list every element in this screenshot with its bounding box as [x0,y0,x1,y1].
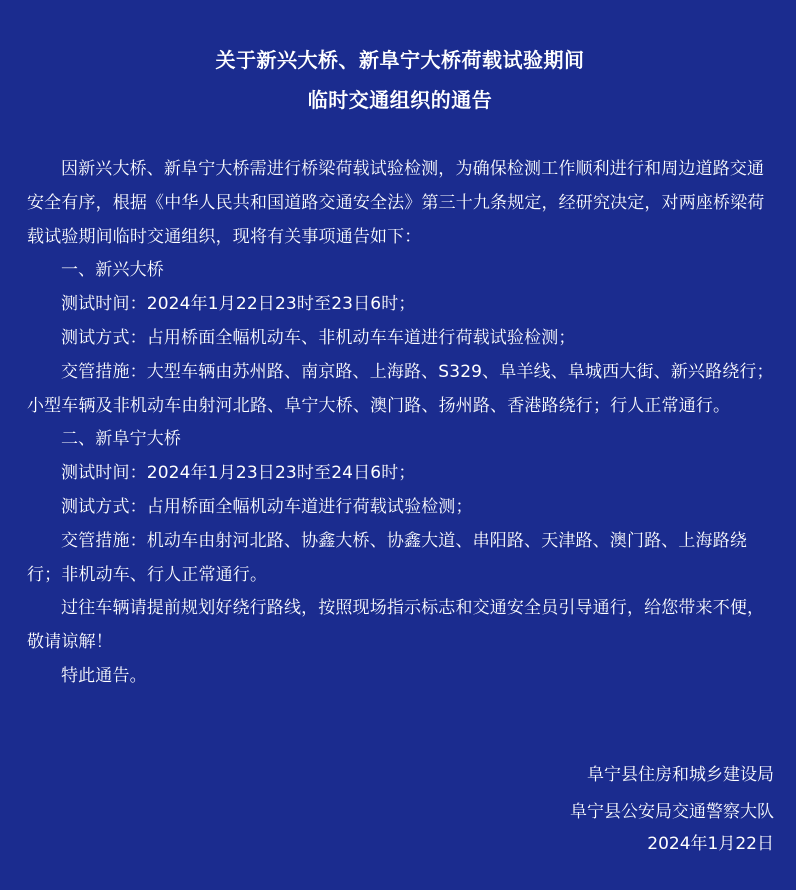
detour-advice-paragraph: 过往车辆请提前规划好绕行路线，按照现场指示标志和交通安全员引导通行，给您带来不便，敬请谅解！ [27,598,765,653]
signature-date: 2024年1月22日 [647,834,774,854]
bottom-border-strip [0,890,800,894]
intro-paragraph: 因新兴大桥、新阜宁大桥需进行桥梁荷载试验检测，为确保检测工作顺利进行和周边道路交通安全有序，根据《中华人民共和国道路交通安全法》第三十九条规定，经研究决定，对两座桥梁荷载试验期间临时交通组织，现将有关事项通告如下： [27,159,765,247]
notice-body [27,153,777,694]
xinxing-test-method: 测试方式：占用桥面全幅机动车、非机动车车道进行荷载试验检测； [61,327,576,348]
xinxing-test-time: 测试时间：2024年1月22日23时至23日6时； [61,294,416,315]
new-funing-test-time: 测试时间：2024年1月23日23时至24日6时； [61,463,416,484]
section-heading-new-funing-bridge: 二、新阜宁大桥 [61,429,182,450]
signature-org-traffic-police: 阜宁县公安局交通警察大队 [570,802,774,822]
closing-line: 特此通告。 [61,665,147,686]
xinxing-traffic-measures: 交管措施：大型车辆由苏州路、南京路、上海路、S329、阜羊线、阜城西大街、新兴路绕行；小型车辆及非机动车由射河北路、阜宁大桥、澳门路、扬州路、香港路绕行；行人正常通行。 [27,361,774,416]
section-heading-xinxing-bridge: 一、新兴大桥 [61,260,164,281]
notice-title-line2: 临时交通组织的通告 [307,88,493,112]
signature-org-housing-bureau: 阜宁县住房和城乡建设局 [587,765,774,785]
new-funing-test-method: 测试方式：占用桥面全幅机动车道进行荷载试验检测； [61,496,473,517]
notice-title-line1: 关于新兴大桥、新阜宁大桥荷载试验期间 [215,48,585,72]
right-border-strip [796,0,800,894]
new-funing-traffic-measures: 交管措施：机动车由射河北路、协鑫大桥、协鑫大道、串阳路、天津路、澳门路、上海路绕行；非机动车、行人正常通行。 [27,530,747,585]
